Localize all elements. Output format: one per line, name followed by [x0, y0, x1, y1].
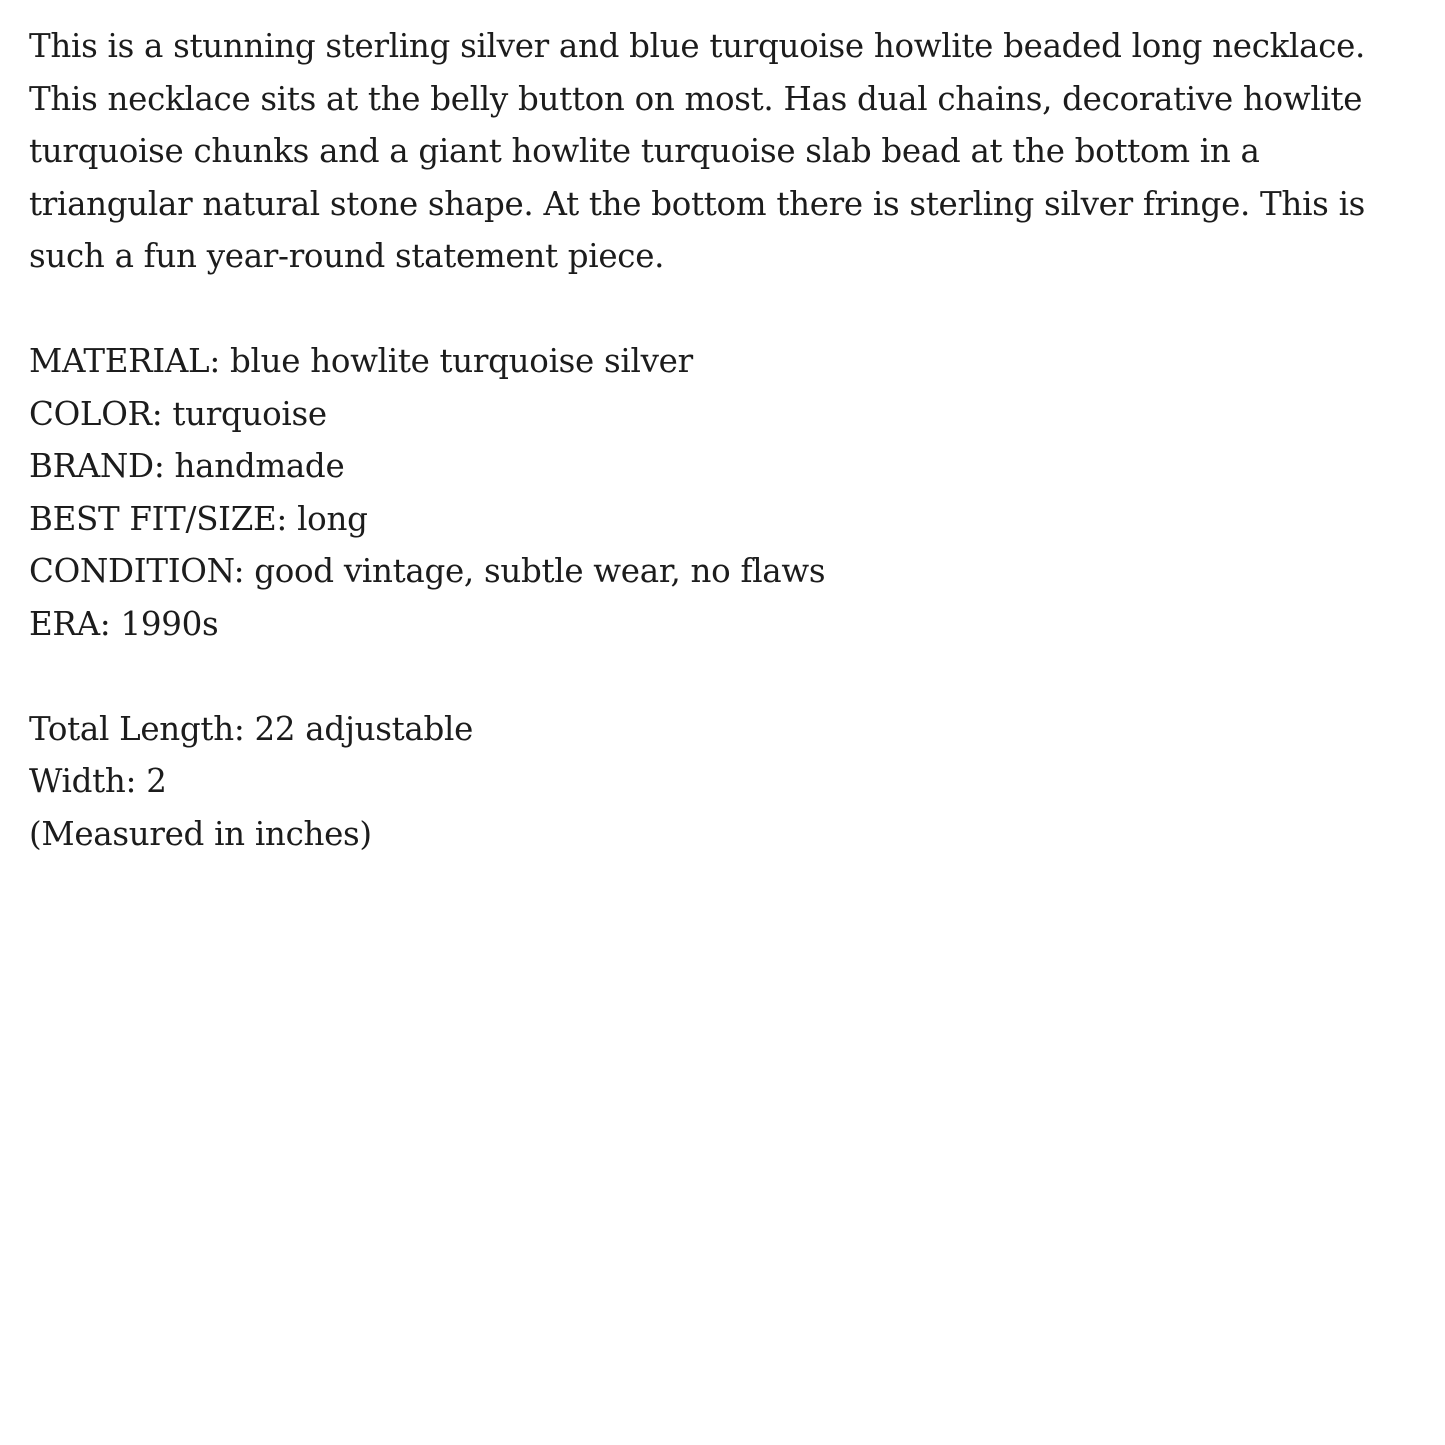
description-line: This necklace sits at the belly button on most. Has dual chains, decorative howlite [29, 79, 1363, 118]
spec-fit: BEST FIT/SIZE: long [29, 499, 368, 538]
spacer [29, 283, 1419, 336]
spec-material: MATERIAL: blue howlite turquoise silver [29, 342, 693, 380]
measurement-length: Total Length: 22 adjustable [29, 709, 474, 748]
description-line: turquoise chunks and a giant howlite turquoise slab bead at the bottom in a [29, 132, 1260, 170]
description-line: This is a stunning sterling silver and blue turquoise howlite beaded long necklace. [29, 27, 1366, 65]
measurement-width: Width: 2 [29, 762, 167, 800]
spec-era: ERA: 1990s [29, 604, 219, 643]
spacer [29, 650, 1419, 703]
measurement-unit-note: (Measured in inches) [29, 814, 372, 853]
listing-description-page [29, 20, 1419, 860]
measurements-list [29, 703, 1419, 861]
spec-condition: CONDITION: good vintage, subtle wear, no flaws [29, 552, 826, 590]
spec-color: COLOR: turquoise [29, 394, 327, 433]
description-paragraph [29, 20, 1414, 283]
description-line: such a fun year-round statement piece. [29, 237, 665, 275]
specs-list [29, 335, 1419, 650]
spec-brand: BRAND: handmade [29, 447, 345, 485]
description-line: triangular natural stone shape. At the bottom there is sterling silver fringe. This is [29, 184, 1366, 223]
